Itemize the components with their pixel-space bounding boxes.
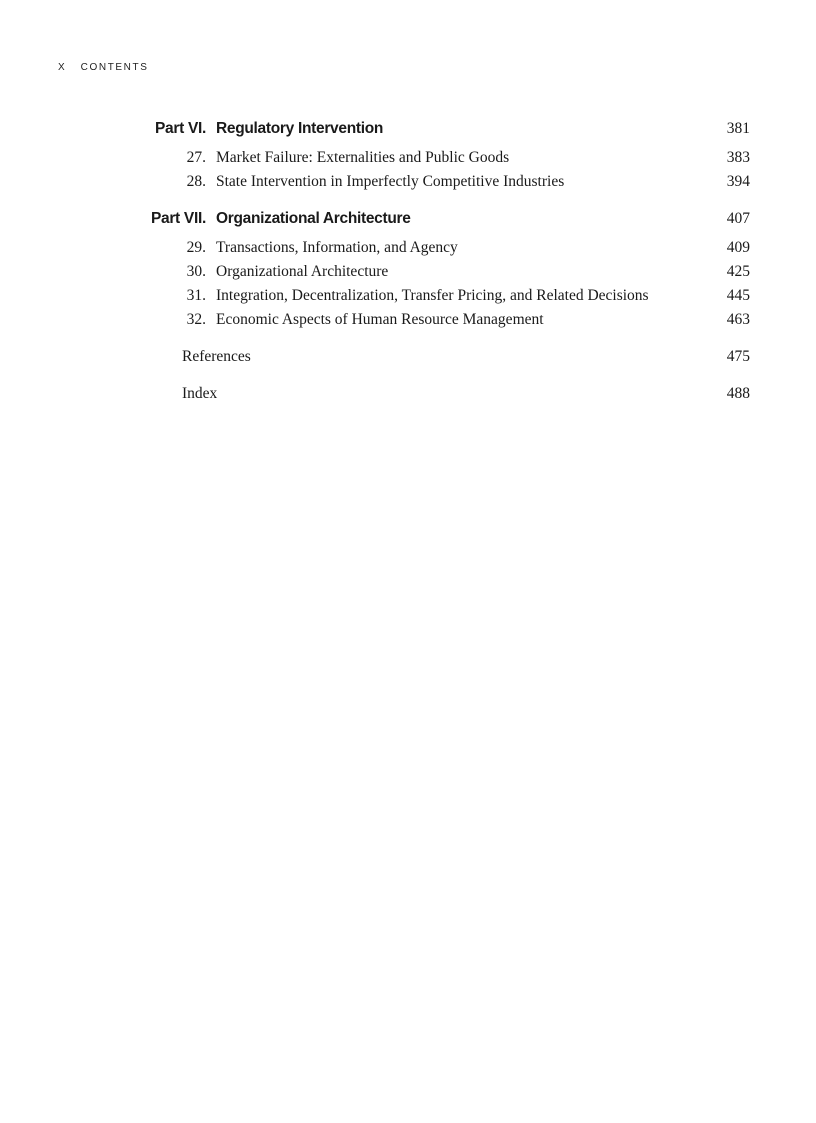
page-number: 445 bbox=[726, 287, 750, 304]
toc-part-row[interactable] bbox=[0, 120, 816, 142]
chapter-title: State Intervention in Imperfectly Competitive Industries bbox=[216, 173, 565, 190]
part-title: Regulatory Intervention bbox=[216, 120, 384, 137]
toc-chapter-row[interactable] bbox=[0, 287, 816, 309]
page-number: 383 bbox=[726, 149, 750, 166]
page-number: 425 bbox=[726, 263, 750, 280]
chapter-number: 28. bbox=[186, 173, 206, 190]
page-number: 407 bbox=[726, 210, 750, 227]
toc-index-row[interactable] bbox=[0, 385, 816, 407]
references-title: References bbox=[182, 348, 251, 365]
chapter-number: 29. bbox=[186, 239, 206, 256]
toc-part-row[interactable] bbox=[0, 210, 816, 232]
part-label: Part VII. bbox=[150, 210, 206, 227]
page-folio: X bbox=[58, 62, 67, 73]
part-label: Part VI. bbox=[154, 120, 206, 137]
chapter-number: 30. bbox=[186, 263, 206, 280]
page-number: 475 bbox=[726, 348, 750, 365]
toc-chapter-row[interactable] bbox=[0, 263, 816, 285]
index-title: Index bbox=[182, 385, 218, 402]
chapter-title: Transactions, Information, and Agency bbox=[216, 239, 458, 256]
toc-chapter-row[interactable] bbox=[0, 239, 816, 261]
chapter-title: Market Failure: Externalities and Public Goods bbox=[216, 149, 510, 166]
toc-chapter-row[interactable] bbox=[0, 173, 816, 195]
chapter-number: 27. bbox=[186, 149, 206, 166]
chapter-title: Economic Aspects of Human Resource Management bbox=[216, 311, 544, 328]
chapter-number: 31. bbox=[186, 287, 206, 304]
toc-references-row[interactable] bbox=[0, 348, 816, 370]
page-number: 463 bbox=[726, 311, 750, 328]
chapter-title: Organizational Architecture bbox=[216, 263, 389, 280]
page-number: 409 bbox=[726, 239, 750, 256]
toc-chapter-row[interactable] bbox=[0, 311, 816, 333]
chapter-number: 32. bbox=[186, 311, 206, 328]
running-head-label: CONTENTS bbox=[80, 62, 149, 73]
page-number: 381 bbox=[726, 120, 750, 137]
part-title: Organizational Architecture bbox=[216, 210, 411, 227]
running-head bbox=[58, 62, 148, 73]
toc-chapter-row[interactable] bbox=[0, 149, 816, 171]
page-number: 488 bbox=[726, 385, 750, 402]
chapter-title: Integration, Decentralization, Transfer Pricing, and Related Decisions bbox=[216, 287, 649, 304]
page-number: 394 bbox=[726, 173, 750, 190]
